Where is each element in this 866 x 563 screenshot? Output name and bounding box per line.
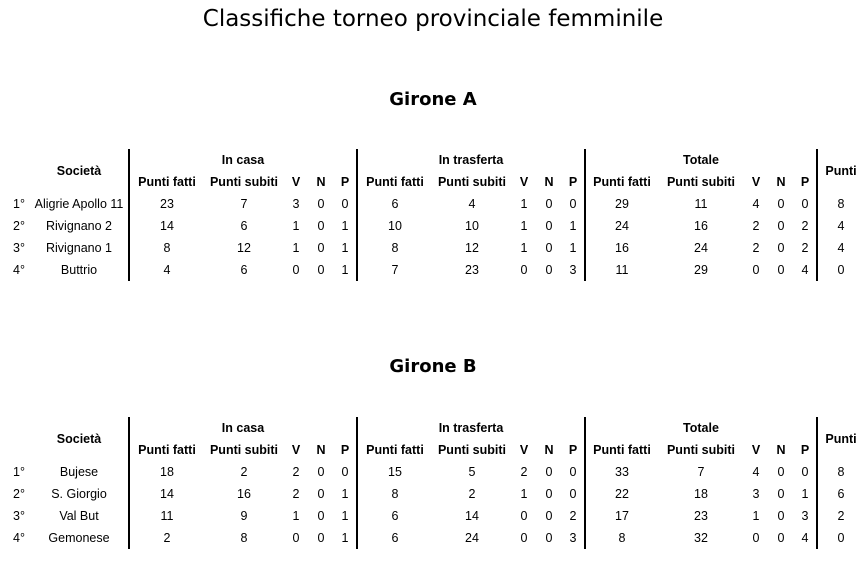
home-value-cell: 0 xyxy=(317,241,325,255)
home-value-cell: 14 xyxy=(129,215,204,237)
total-value-cell: 3 xyxy=(752,487,760,501)
team-cell: Val But xyxy=(59,509,99,523)
home-value-cell: 0 xyxy=(317,465,325,479)
away-value-cell: 6 xyxy=(357,527,432,549)
away-value-cell: 2 xyxy=(468,487,476,501)
home-value-cell: 1 xyxy=(292,241,300,255)
column-header-punti-subiti: Punti subiti xyxy=(666,443,736,457)
total-value-cell: 16 xyxy=(585,237,658,259)
total-value-cell: 4 xyxy=(752,197,760,211)
away-header: In trasferta xyxy=(357,149,585,171)
home-value-cell: 16 xyxy=(237,487,251,501)
total-value-cell: 29 xyxy=(694,263,708,277)
total-value-cell: 11 xyxy=(585,259,658,281)
column-header-punti-subiti: Punti subiti xyxy=(209,175,279,189)
home-value-cell: 2 xyxy=(292,487,300,501)
away-value-cell: 1 xyxy=(520,241,528,255)
table-row xyxy=(4,237,864,259)
team-cell: Buttrio xyxy=(60,263,98,277)
away-value-cell: 0 xyxy=(520,509,528,523)
column-header-n: N xyxy=(316,443,326,457)
column-header-punti-fatti: Punti fatti xyxy=(129,171,204,193)
team-cell: Bujese xyxy=(59,465,99,479)
away-value-cell: 24 xyxy=(465,531,479,545)
points-cell: 2 xyxy=(817,505,864,527)
home-value-cell: 0 xyxy=(341,197,349,211)
away-value-cell: 0 xyxy=(545,219,553,233)
societa-header: Società xyxy=(56,164,102,178)
rank-cell: 3° xyxy=(13,241,25,255)
column-header-punti-subiti: Punti subiti xyxy=(666,175,736,189)
table-row xyxy=(4,259,864,281)
home-value-cell: 1 xyxy=(341,219,349,233)
home-value-cell: 1 xyxy=(341,263,349,277)
rank-cell: 4° xyxy=(13,531,25,545)
column-header-n: N xyxy=(776,443,786,457)
points-cell: 0 xyxy=(817,259,864,281)
home-value-cell: 18 xyxy=(129,461,204,483)
column-header-punti-fatti: Punti fatti xyxy=(585,439,658,461)
team-cell: Rivignano 2 xyxy=(45,219,112,233)
away-value-cell: 1 xyxy=(520,487,528,501)
table-row xyxy=(4,461,864,483)
total-value-cell: 0 xyxy=(752,263,760,277)
home-value-cell: 12 xyxy=(237,241,251,255)
home-value-cell: 0 xyxy=(317,263,325,277)
home-value-cell: 0 xyxy=(292,531,300,545)
away-value-cell: 8 xyxy=(357,237,432,259)
home-value-cell: 8 xyxy=(129,237,204,259)
home-value-cell: 1 xyxy=(292,509,300,523)
away-value-cell: 3 xyxy=(569,263,577,277)
total-value-cell: 17 xyxy=(585,505,658,527)
total-value-cell: 7 xyxy=(697,465,705,479)
header-row-groups xyxy=(4,417,864,439)
away-value-cell: 0 xyxy=(545,509,553,523)
total-value-cell: 0 xyxy=(777,219,785,233)
away-value-cell: 0 xyxy=(569,197,577,211)
total-value-cell: 18 xyxy=(694,487,708,501)
total-value-cell: 2 xyxy=(752,241,760,255)
total-value-cell: 1 xyxy=(752,509,760,523)
total-value-cell: 0 xyxy=(801,465,809,479)
total-value-cell: 29 xyxy=(585,193,658,215)
total-value-cell: 4 xyxy=(801,531,809,545)
column-header-punti-fatti: Punti fatti xyxy=(129,439,204,461)
column-header-p: P xyxy=(800,443,810,457)
total-value-cell: 0 xyxy=(777,263,785,277)
team-cell: Rivignano 1 xyxy=(45,241,112,255)
away-value-cell: 8 xyxy=(357,483,432,505)
page-title: Classifiche torneo provinciale femminile xyxy=(202,6,664,32)
column-header-punti-fatti: Punti fatti xyxy=(357,171,432,193)
total-value-cell: 0 xyxy=(777,487,785,501)
points-cell: 8 xyxy=(817,193,864,215)
away-value-cell: 15 xyxy=(357,461,432,483)
rank-cell: 2° xyxy=(13,487,25,501)
home-value-cell: 0 xyxy=(317,509,325,523)
column-header-p: P xyxy=(568,443,578,457)
column-header-v: V xyxy=(751,175,761,189)
away-value-cell: 0 xyxy=(545,241,553,255)
team-cell: S. Giorgio xyxy=(51,487,107,501)
column-header-v: V xyxy=(291,443,301,457)
away-value-cell: 10 xyxy=(465,219,479,233)
away-value-cell: 1 xyxy=(569,241,577,255)
table-row xyxy=(4,483,864,505)
column-header-p: P xyxy=(340,175,350,189)
away-value-cell: 10 xyxy=(357,215,432,237)
home-value-cell: 23 xyxy=(129,193,204,215)
total-value-cell: 2 xyxy=(801,219,809,233)
away-value-cell: 5 xyxy=(468,465,476,479)
total-value-cell: 22 xyxy=(585,483,658,505)
rank-cell: 1° xyxy=(13,197,25,211)
header-row-groups xyxy=(4,149,864,171)
away-value-cell: 2 xyxy=(520,465,528,479)
away-value-cell: 0 xyxy=(520,531,528,545)
rank-header-spacer xyxy=(4,149,30,193)
home-value-cell: 1 xyxy=(292,219,300,233)
rank-cell: 3° xyxy=(13,509,25,523)
home-value-cell: 6 xyxy=(240,263,248,277)
total-value-cell: 16 xyxy=(694,219,708,233)
column-header-n: N xyxy=(544,443,554,457)
column-header-n: N xyxy=(776,175,786,189)
away-value-cell: 23 xyxy=(465,263,479,277)
total-value-cell: 33 xyxy=(585,461,658,483)
points-cell: 0 xyxy=(817,527,864,549)
away-value-cell: 0 xyxy=(520,263,528,277)
rank-cell: 4° xyxy=(13,263,25,277)
total-header: Totale xyxy=(585,417,817,439)
column-header-v: V xyxy=(519,443,529,457)
header-row-columns xyxy=(4,171,864,193)
away-value-cell: 0 xyxy=(545,531,553,545)
column-header-v: V xyxy=(751,443,761,457)
home-value-cell: 0 xyxy=(317,487,325,501)
away-value-cell: 0 xyxy=(545,487,553,501)
total-value-cell: 2 xyxy=(752,219,760,233)
away-value-cell: 6 xyxy=(357,193,432,215)
column-header-p: P xyxy=(340,443,350,457)
away-value-cell: 1 xyxy=(569,219,577,233)
rank-cell: 2° xyxy=(13,219,25,233)
total-value-cell: 11 xyxy=(694,197,708,211)
home-value-cell: 6 xyxy=(240,219,248,233)
header-row-columns xyxy=(4,439,864,461)
home-value-cell: 1 xyxy=(341,241,349,255)
total-value-cell: 32 xyxy=(694,531,708,545)
punti-header: Punti xyxy=(817,149,864,193)
total-value-cell: 8 xyxy=(585,527,658,549)
societa-header: Società xyxy=(56,432,102,446)
away-value-cell: 1 xyxy=(520,219,528,233)
away-value-cell: 2 xyxy=(569,509,577,523)
away-value-cell: 0 xyxy=(545,263,553,277)
team-cell: Gemonese xyxy=(48,531,110,545)
total-value-cell: 23 xyxy=(694,509,708,523)
column-header-n: N xyxy=(544,175,554,189)
total-value-cell: 4 xyxy=(801,263,809,277)
team-cell: Aligrie Apollo 11 xyxy=(34,197,124,211)
column-header-punti-subiti: Punti subiti xyxy=(437,443,507,457)
home-header: In casa xyxy=(129,417,357,439)
away-value-cell: 12 xyxy=(465,241,479,255)
away-value-cell: 14 xyxy=(465,509,479,523)
column-header-n: N xyxy=(316,175,326,189)
table-row xyxy=(4,505,864,527)
group-title-a: Girone A xyxy=(389,89,477,110)
total-value-cell: 24 xyxy=(585,215,658,237)
home-header: In casa xyxy=(129,149,357,171)
points-cell: 4 xyxy=(817,215,864,237)
standings-table xyxy=(4,417,864,549)
group-title-b: Girone B xyxy=(389,356,477,377)
home-value-cell: 8 xyxy=(240,531,248,545)
total-value-cell: 0 xyxy=(777,465,785,479)
home-value-cell: 7 xyxy=(240,197,248,211)
total-value-cell: 3 xyxy=(801,509,809,523)
column-header-punti-subiti: Punti subiti xyxy=(209,443,279,457)
home-value-cell: 14 xyxy=(129,483,204,505)
column-header-v: V xyxy=(519,175,529,189)
column-header-v: V xyxy=(291,175,301,189)
home-value-cell: 0 xyxy=(317,219,325,233)
rank-cell: 1° xyxy=(13,465,25,479)
home-value-cell: 11 xyxy=(129,505,204,527)
column-header-p: P xyxy=(800,175,810,189)
points-cell: 6 xyxy=(817,483,864,505)
home-value-cell: 1 xyxy=(341,509,349,523)
home-value-cell: 2 xyxy=(292,465,300,479)
column-header-punti-subiti: Punti subiti xyxy=(437,175,507,189)
points-cell: 4 xyxy=(817,237,864,259)
away-value-cell: 0 xyxy=(545,197,553,211)
home-value-cell: 4 xyxy=(129,259,204,281)
table-row xyxy=(4,193,864,215)
column-header-punti-fatti: Punti fatti xyxy=(357,439,432,461)
home-value-cell: 0 xyxy=(341,465,349,479)
total-value-cell: 0 xyxy=(777,241,785,255)
column-header-punti-fatti: Punti fatti xyxy=(585,171,658,193)
home-value-cell: 3 xyxy=(292,197,300,211)
away-value-cell: 0 xyxy=(569,487,577,501)
total-value-cell: 4 xyxy=(752,465,760,479)
column-header-p: P xyxy=(568,175,578,189)
home-value-cell: 0 xyxy=(317,531,325,545)
away-value-cell: 0 xyxy=(569,465,577,479)
table-row xyxy=(4,215,864,237)
away-value-cell: 3 xyxy=(569,531,577,545)
total-header: Totale xyxy=(585,149,817,171)
punti-header: Punti xyxy=(817,417,864,461)
home-value-cell: 0 xyxy=(317,197,325,211)
total-value-cell: 24 xyxy=(694,241,708,255)
total-value-cell: 0 xyxy=(777,531,785,545)
home-value-cell: 2 xyxy=(129,527,204,549)
rank-header-spacer xyxy=(4,417,30,461)
home-value-cell: 1 xyxy=(341,531,349,545)
away-value-cell: 4 xyxy=(468,197,476,211)
home-value-cell: 1 xyxy=(341,487,349,501)
away-value-cell: 6 xyxy=(357,505,432,527)
away-value-cell: 0 xyxy=(545,465,553,479)
table-row xyxy=(4,527,864,549)
points-cell: 8 xyxy=(817,461,864,483)
total-value-cell: 0 xyxy=(777,197,785,211)
home-value-cell: 9 xyxy=(240,509,248,523)
total-value-cell: 2 xyxy=(801,241,809,255)
away-header: In trasferta xyxy=(357,417,585,439)
away-value-cell: 7 xyxy=(357,259,432,281)
home-value-cell: 0 xyxy=(292,263,300,277)
total-value-cell: 1 xyxy=(801,487,809,501)
total-value-cell: 0 xyxy=(752,531,760,545)
home-value-cell: 2 xyxy=(240,465,248,479)
total-value-cell: 0 xyxy=(777,509,785,523)
standings-table xyxy=(4,149,864,281)
away-value-cell: 1 xyxy=(520,197,528,211)
total-value-cell: 0 xyxy=(801,197,809,211)
